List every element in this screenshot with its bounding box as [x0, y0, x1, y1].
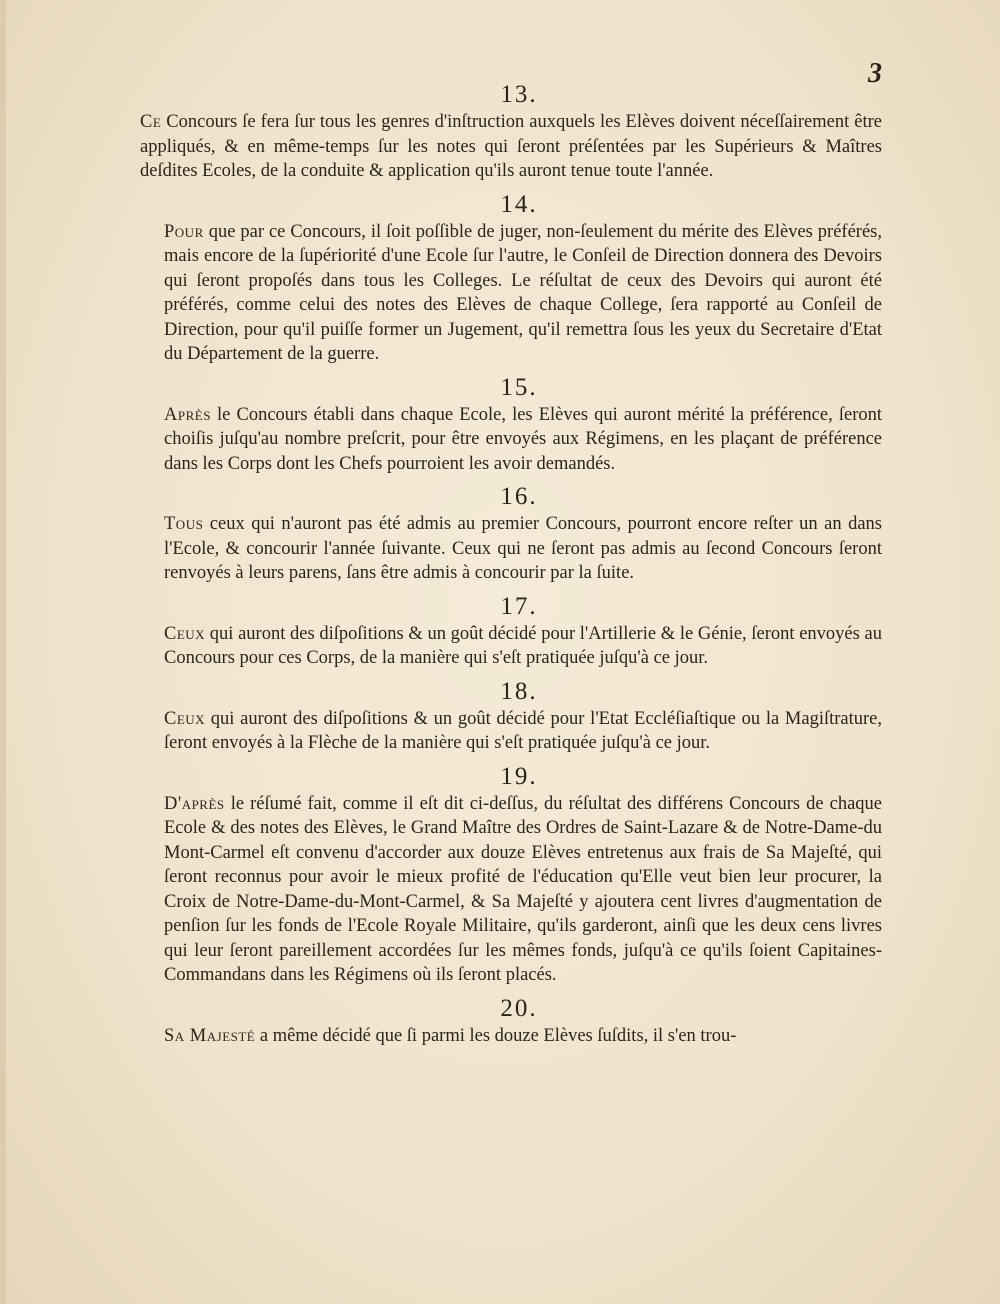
article-18-number: 18. — [500, 677, 538, 705]
article-15-number: 15. — [500, 373, 538, 401]
article-17-text — [140, 622, 882, 671]
article-19-body: le réſumé fait, comme il eſt dit ci-deſſus, du réſultat des différens Concours de chaque Ecole & des notes des Elèves, le Grand Maître des Ordres de Saint-Lazare & de Notre-Dame-du Mont-Carmel eſt convenu d'accorder aux douze Elèves entretenus aux frais de Sa Majeſté, qui ſeront reconnus pour avoir le mieux profité de l'éducation qu'Elle veut bien leur procurer, la Croix de Notre-Dame-du-Mont-Carmel, & Sa Majeſté y ajoutera cent livres d'augmentation de penſion ſur les fonds de l'Ecole Royale Militaire, qu'ils garderont, ainſi que les deux cens livres qui leur ſeront pareillement accordées ſur les mêmes fonds, juſqu'à ce qu'ils ſoient Capitaines-Commandans dans les Régimens où ils ſeront placés. — [164, 793, 882, 985]
article-14-number: 14. — [500, 190, 538, 218]
article-20-number: 20. — [500, 994, 538, 1022]
article-16-lead: Tous — [164, 514, 204, 534]
article-15-lead: Après — [164, 404, 211, 425]
article-14-lead: Pour — [164, 221, 204, 242]
article-20-lead: Sa Majesté — [164, 1025, 256, 1046]
article-18-text — [140, 707, 882, 756]
article-20-body: a même décidé que ſi parmi les douze Elèves ſuſdits, il s'en trou- — [255, 1025, 737, 1046]
article-17-number: 17. — [500, 592, 538, 620]
article-14-text — [140, 220, 882, 367]
article-18-body: qui auront des diſpoſitions & un goût décidé pour l'Etat Eccléſiaſtique ou la Magiſtrature, ſeront envoyés à la Flèche de la manière qui s'eſt pratiquée juſqu'à ce jour. — [164, 708, 882, 753]
article-13-body: Concours ſe fera ſur tous les genres d'inſtruction auxquels les Elèves doivent néceſſairement être appliqués, & en même-temps ſur les notes qui ſeront préſentées par les Supérieurs & Maîtres deſdites Ecoles, de la conduite & application qu'ils auront tenue toute l'année. — [140, 112, 882, 181]
article-13-text — [140, 110, 882, 184]
article-16-body: ceux qui n'auront pas été admis au premier Concours, pourront encore reſter un an dans l'Ecole, & concourir l'année ſuivante. Ceux qui ne ſeront pas admis au ſecond Concours ſeront renvoyés à leurs parens, ſans être admis à concourir par la ſuite. — [164, 514, 882, 583]
article-14-body: que par ce Concours, il ſoit poſſible de juger, non-ſeulement du mérite des Elèves préférés, mais encore de la ſupériorité d'une Ecole ſur l'autre, le Conſeil de Direction donnera des Devoirs qui ſeront propoſés dans tous les Colleges. Le réſultat de ceux des Devoirs qui auront été préférés, comme celui des notes des Elèves de chaque College, ſera rapporté au Conſeil de Direction, pour qu'il puiſſe former un Jugement, qu'il remettra ſous les yeux du Secretaire d'Etat du Département de la guerre. — [164, 221, 882, 364]
page-number: 3 — [868, 58, 882, 89]
article-19-text — [140, 792, 882, 988]
article-19-number: 19. — [500, 762, 538, 790]
article-13-lead: Ce — [140, 112, 162, 132]
article-18-lead: Ceux — [164, 708, 206, 729]
article-17-lead: Ceux — [164, 623, 206, 644]
article-20-text — [140, 1024, 882, 1049]
article-17-body: qui auront des diſpoſitions & un goût décidé pour l'Artillerie & le Génie, ſeront envoyés au Concours pour ces Corps, de la manière qui s'eſt pratiquée juſqu'à ce jour. — [164, 623, 882, 668]
article-15-body: le Concours établi dans chaque Ecole, les Elèves qui auront mérité la préférence, ſeront choiſis juſqu'au nombre preſcrit, pour être envoyés aux Régimens, en les plaçant de préférence dans les Corps dont les Chefs pourroient les avoir demandés. — [164, 404, 882, 474]
text-body — [140, 80, 882, 1054]
article-15-text — [140, 403, 882, 477]
article-16-number: 16. — [500, 483, 538, 510]
article-16-text — [140, 512, 882, 586]
article-13-number: 13. — [500, 81, 538, 108]
article-19-lead: D'après — [164, 793, 225, 814]
